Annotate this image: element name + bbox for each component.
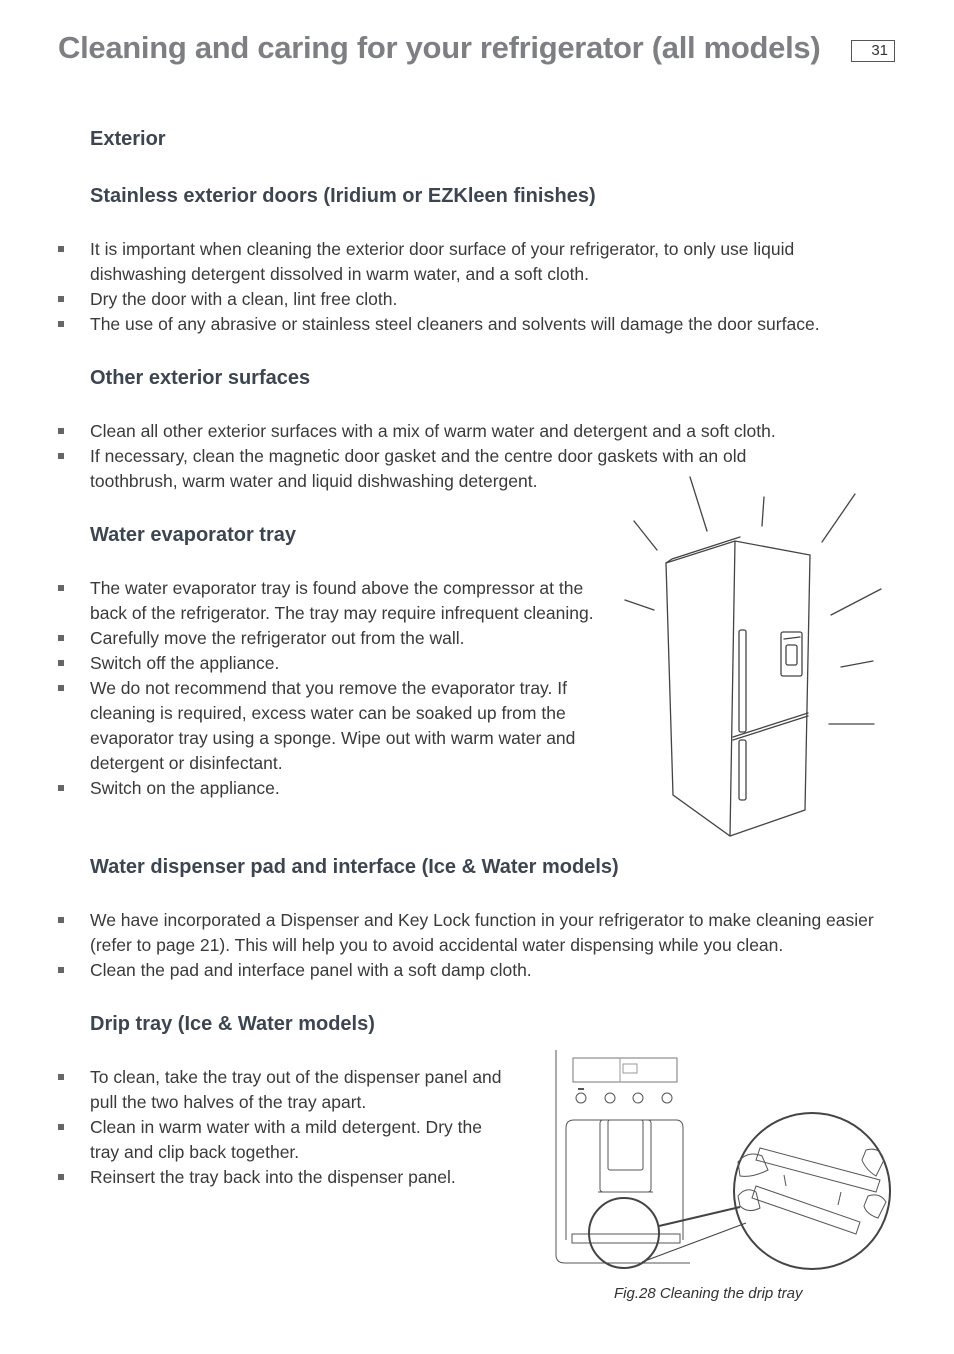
heading-other-exterior: Other exterior surfaces bbox=[90, 367, 311, 389]
list-item: Clean in warm water with a mild detergent. Dry the tray and clip back together. bbox=[0, 1115, 510, 1165]
list-item: To clean, take the tray out of the dispenser panel and pull the two halves of the tray apart. bbox=[0, 1065, 510, 1115]
list-item: Carefully move the refrigerator out from the wall. bbox=[0, 626, 605, 651]
list-item: If necessary, clean the magnetic door gasket and the centre door gaskets with an old toothbrush, warm water and liquid dishwashing detergent. bbox=[0, 444, 830, 494]
heading-exterior: Exterior bbox=[90, 128, 166, 150]
heading-evaporator-tray: Water evaporator tray bbox=[90, 524, 296, 546]
list-item: Reinsert the tray back into the dispenser panel. bbox=[0, 1165, 510, 1190]
heading-dispenser-pad: Water dispenser pad and interface (Ice & Water models) bbox=[90, 856, 619, 878]
drip-tray-illustration bbox=[550, 1048, 895, 1270]
list-item: We do not recommend that you remove the evaporator tray. If cleaning is required, excess water can be soaked up from the evaporator tray using a sponge. Wipe out with warm water and detergent or disinfectant. bbox=[0, 676, 605, 776]
list-item: It is important when cleaning the exterior door surface of your refrigerator, to only use liquid dishwashing detergent dissolved in warm water, and a soft cloth. bbox=[0, 237, 880, 287]
list-item: Switch on the appliance. bbox=[0, 776, 605, 801]
list-stainless-doors bbox=[0, 237, 880, 337]
list-item: Clean the pad and interface panel with a soft damp cloth. bbox=[0, 958, 900, 983]
list-item: Switch off the appliance. bbox=[0, 651, 605, 676]
list-item: The water evaporator tray is found above the compressor at the back of the refrigerator. The tray may require infrequent cleaning. bbox=[0, 576, 605, 626]
figure-caption: Fig.28 Cleaning the drip tray bbox=[614, 1285, 803, 1302]
list-item: Clean all other exterior surfaces with a mix of warm water and detergent and a soft cloth. bbox=[0, 419, 830, 444]
list-dispenser-pad bbox=[0, 908, 900, 983]
heading-drip-tray: Drip tray (Ice & Water models) bbox=[90, 1013, 375, 1035]
page-number: 31 bbox=[851, 40, 895, 62]
list-evaporator-tray bbox=[0, 576, 605, 801]
list-item: The use of any abrasive or stainless steel cleaners and solvents will damage the door surface. bbox=[0, 312, 880, 337]
heading-stainless-doors: Stainless exterior doors (Iridium or EZKleen finishes) bbox=[90, 185, 596, 207]
list-item: Dry the door with a clean, lint free cloth. bbox=[0, 287, 880, 312]
page-title: Cleaning and caring for your refrigerator (all models) bbox=[58, 30, 821, 65]
refrigerator-illustration bbox=[600, 470, 900, 850]
list-item: We have incorporated a Dispenser and Key Lock function in your refrigerator to make cleaning easier (refer to page 21). This will help you to avoid accidental water dispensing while you clean. bbox=[0, 908, 900, 958]
list-drip-tray bbox=[0, 1065, 510, 1190]
